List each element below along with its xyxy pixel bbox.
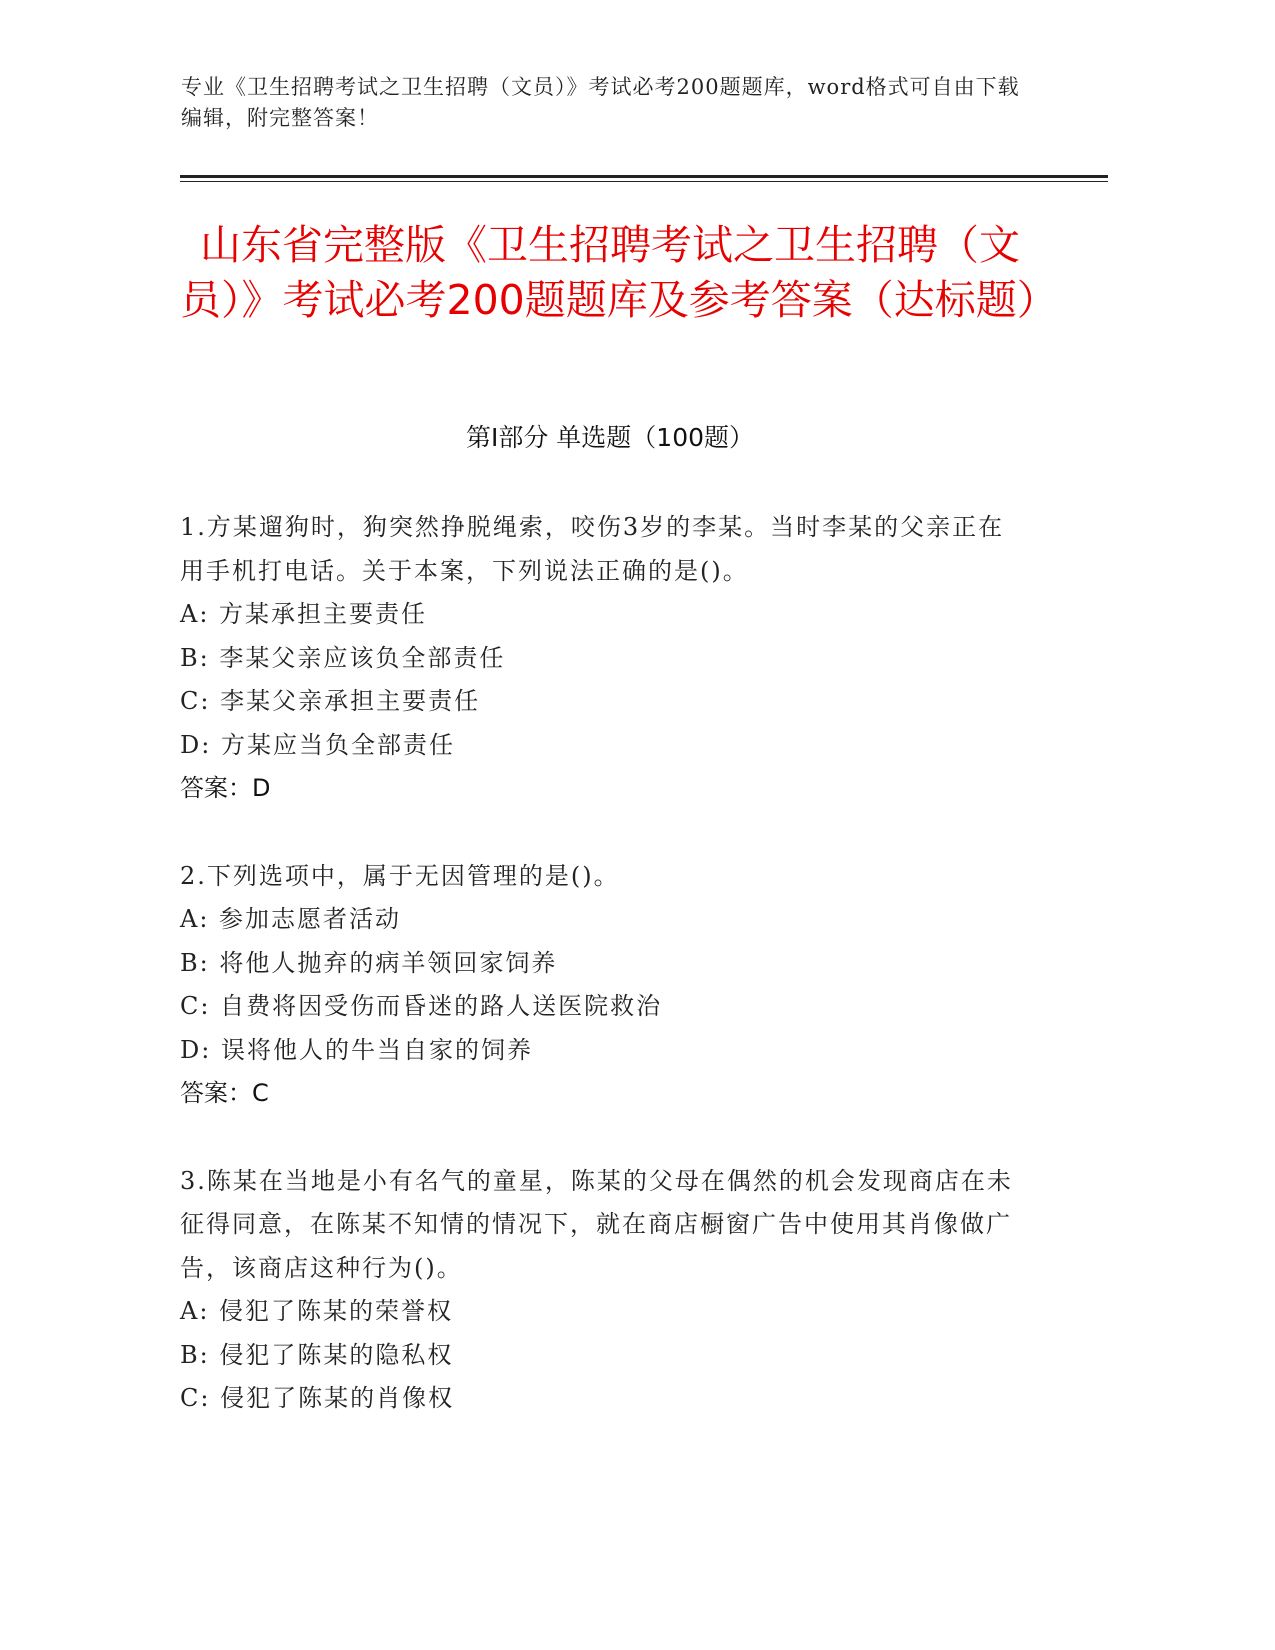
header-note: 专业《卫生招聘考试之卫生招聘（文员）》考试必考200题题库，word格式可自由下载编辑，附完整答案！ [181, 75, 1020, 130]
question-stem: 3.陈某在当地是小有名气的童星，陈某的父母在偶然的机会发现商店在未征得同意，在陈某不知情的情况下，就在商店橱窗广告中使用其肖像做广告，该商店这种行为()。 [180, 1166, 1013, 1282]
answer-line: 答案：D [180, 774, 271, 802]
question-stem: 2.下列选项中，属于无因管理的是()。 [180, 861, 620, 890]
option-c: C: 侵犯了陈某的肖像权 [180, 1384, 455, 1412]
option-b: B: 将他人抛弃的病羊领回家饲养 [180, 948, 558, 977]
answer-line: 答案：C [180, 1079, 269, 1107]
question-stem: 1.方某遛狗时，狗突然挣脱绳索，咬伤3岁的李某。当时李某的父亲正在用手机打电话。关于本案，下列说法正确的是()。 [180, 513, 1005, 585]
option-a: A: 侵犯了陈某的荣誉权 [180, 1297, 454, 1325]
header-divider-thick [180, 175, 1108, 178]
option-b: B: 李某父亲应该负全部责任 [180, 643, 506, 672]
question-item [180, 1160, 1030, 1421]
document-title: 山东省完整版《卫生招聘考试之卫生招聘（文员）》考试必考200题题库及参考答案（达标题） [180, 221, 1058, 324]
option-a: A: 方某承担主要责任 [180, 600, 428, 628]
option-c: C: 李某父亲承担主要责任 [180, 687, 481, 715]
header-divider-thin [180, 181, 1108, 182]
option-b: B: 侵犯了陈某的隐私权 [180, 1340, 454, 1369]
question-item [180, 506, 1030, 811]
option-a: A: 参加志愿者活动 [180, 905, 402, 933]
option-d: D: 方某应当负全部责任 [180, 730, 455, 759]
option-c: C: 自费将因受伤而昏迷的路人送医院救治 [180, 992, 663, 1020]
section-heading: 第I部分 单选题（100题） [465, 423, 755, 452]
question-item [180, 855, 1030, 1116]
question-list [180, 506, 1030, 1465]
option-d: D: 误将他人的牛当自家的饲养 [180, 1035, 533, 1064]
